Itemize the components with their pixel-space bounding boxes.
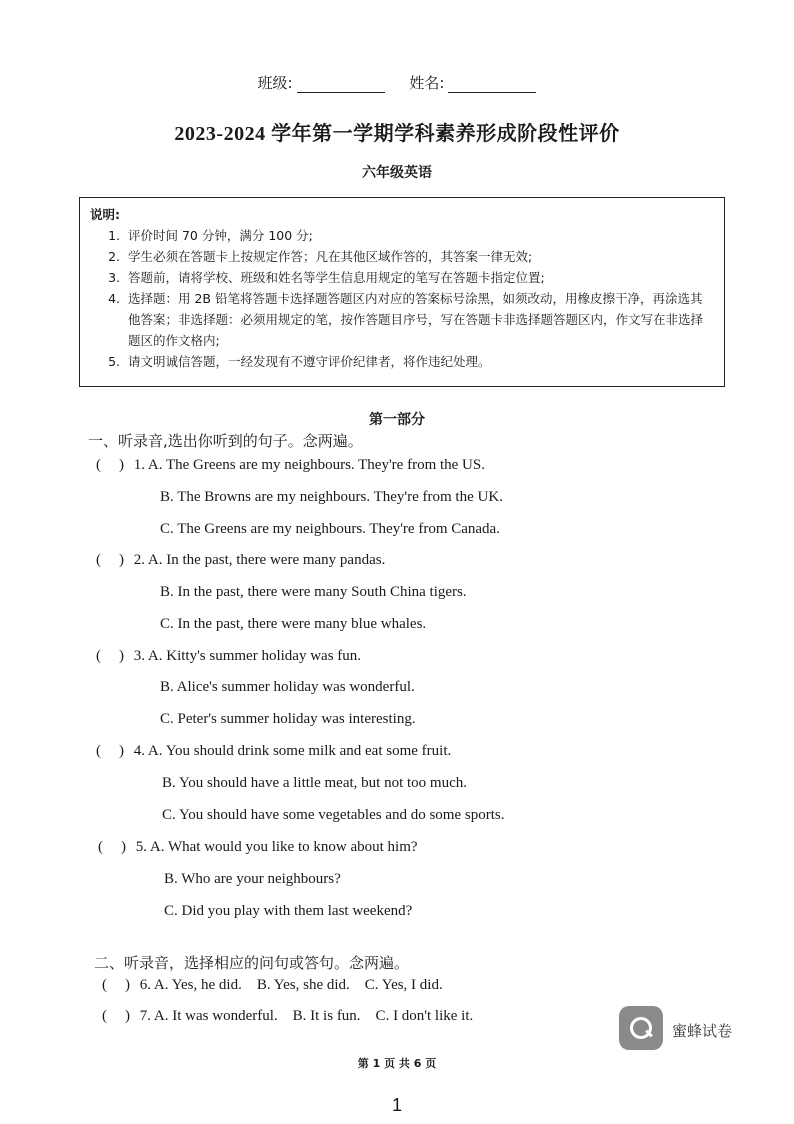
instructions-box bbox=[79, 197, 725, 387]
question-6 bbox=[102, 977, 443, 994]
instruction-item: 3. 答题前，请将学校、班级和姓名等学生信息用规定的笔写在答题卡指定位置; bbox=[108, 270, 545, 285]
option-b: B. Alice's summer holiday was wonderful. bbox=[160, 679, 415, 695]
question-text: 3. A. Kitty's summer holiday was fun. bbox=[133, 648, 362, 664]
question-2 bbox=[96, 552, 385, 569]
option-b: B. Who are your neighbours? bbox=[164, 871, 341, 887]
instruction-item: 2. 学生必须在答题卡上按规定作答；凡在其他区域作答的，其答案一律无效; bbox=[108, 249, 533, 264]
option-b: B. The Browns are my neighbours. They're from the UK. bbox=[160, 489, 503, 505]
question-text: 4. A. You should drink some milk and eat some fruit. bbox=[133, 743, 452, 759]
question-3 bbox=[96, 648, 361, 665]
instruction-item: 4. 选择题：用 2B 铅笔将答题卡选择题答题区内对应的答案标号涂黑，如须改动，用橡皮擦干净，再涂选其他答案；非选择题：必须用规定的笔，按作答题目序号，写在答题卡非选择题答题区内，作文写在非选择题区的作文格内; bbox=[108, 291, 704, 348]
answer-bracket: ( ) bbox=[96, 648, 124, 664]
question-4 bbox=[96, 743, 451, 760]
watermark-text: 蜜蜂试卷 bbox=[672, 1022, 733, 1040]
question-text: 5. A. What would you like to know about him? bbox=[135, 839, 418, 855]
question-5 bbox=[98, 839, 418, 856]
exam-subtitle: 六年级英语 bbox=[362, 165, 432, 181]
answer-bracket: ( ) bbox=[96, 457, 124, 473]
answer-bracket: ( ) bbox=[98, 839, 126, 855]
section1-heading: 一、听录音,选出你听到的句子。念两遍。 bbox=[88, 432, 363, 450]
page-footer: 第 1 页 共 6 页 bbox=[357, 1057, 437, 1070]
question-text: 6. A. Yes, he did. B. Yes, she did. C. Yes, I did. bbox=[139, 977, 443, 993]
answer-bracket: ( ) bbox=[96, 552, 124, 568]
section2-heading: 二、听录音，选择相应的问句或答句。念两遍。 bbox=[94, 954, 410, 972]
option-c: C. In the past, there were many blue whales. bbox=[160, 616, 427, 632]
answer-bracket: ( ) bbox=[102, 1008, 130, 1024]
question-7 bbox=[102, 1008, 473, 1025]
search-logo-icon bbox=[619, 1006, 663, 1050]
student-info-row bbox=[0, 72, 794, 93]
option-b: B. You should have a little meat, but not too much. bbox=[162, 775, 467, 791]
option-c: C. You should have some vegetables and do some sports. bbox=[162, 807, 505, 823]
instruction-item: 5. 请文明诚信答题，一经发现有不遵守评价纪律者，将作违纪处理。 bbox=[108, 354, 491, 369]
name-blank bbox=[448, 78, 536, 93]
option-c: C. The Greens are my neighbours. They're from Canada. bbox=[160, 521, 500, 537]
instruction-item: 1. 评价时间 70 分钟，满分 100 分; bbox=[108, 228, 313, 243]
option-c: C. Did you play with them last weekend? bbox=[164, 903, 413, 919]
page-number: 1 bbox=[391, 1095, 402, 1115]
question-text: 2. A. In the past, there were many pandas. bbox=[133, 552, 386, 568]
question-1 bbox=[96, 457, 485, 474]
name-label: 姓名: bbox=[409, 74, 445, 92]
exam-title: 2023-2024 学年第一学期学科素养形成阶段性评价 bbox=[174, 123, 620, 145]
question-text: 7. A. It was wonderful. B. It is fun. C. I don't like it. bbox=[139, 1008, 474, 1024]
part-title: 第一部分 bbox=[369, 412, 425, 428]
option-b: B. In the past, there were many South China tigers. bbox=[160, 584, 467, 600]
answer-bracket: ( ) bbox=[102, 977, 130, 993]
option-c: C. Peter's summer holiday was interesting. bbox=[160, 711, 416, 727]
class-blank bbox=[297, 78, 385, 93]
question-text: 1. A. The Greens are my neighbours. They're from the US. bbox=[133, 457, 485, 473]
instructions-heading: 说明: bbox=[90, 207, 120, 222]
answer-bracket: ( ) bbox=[96, 743, 124, 759]
class-label: 班级: bbox=[257, 74, 293, 92]
